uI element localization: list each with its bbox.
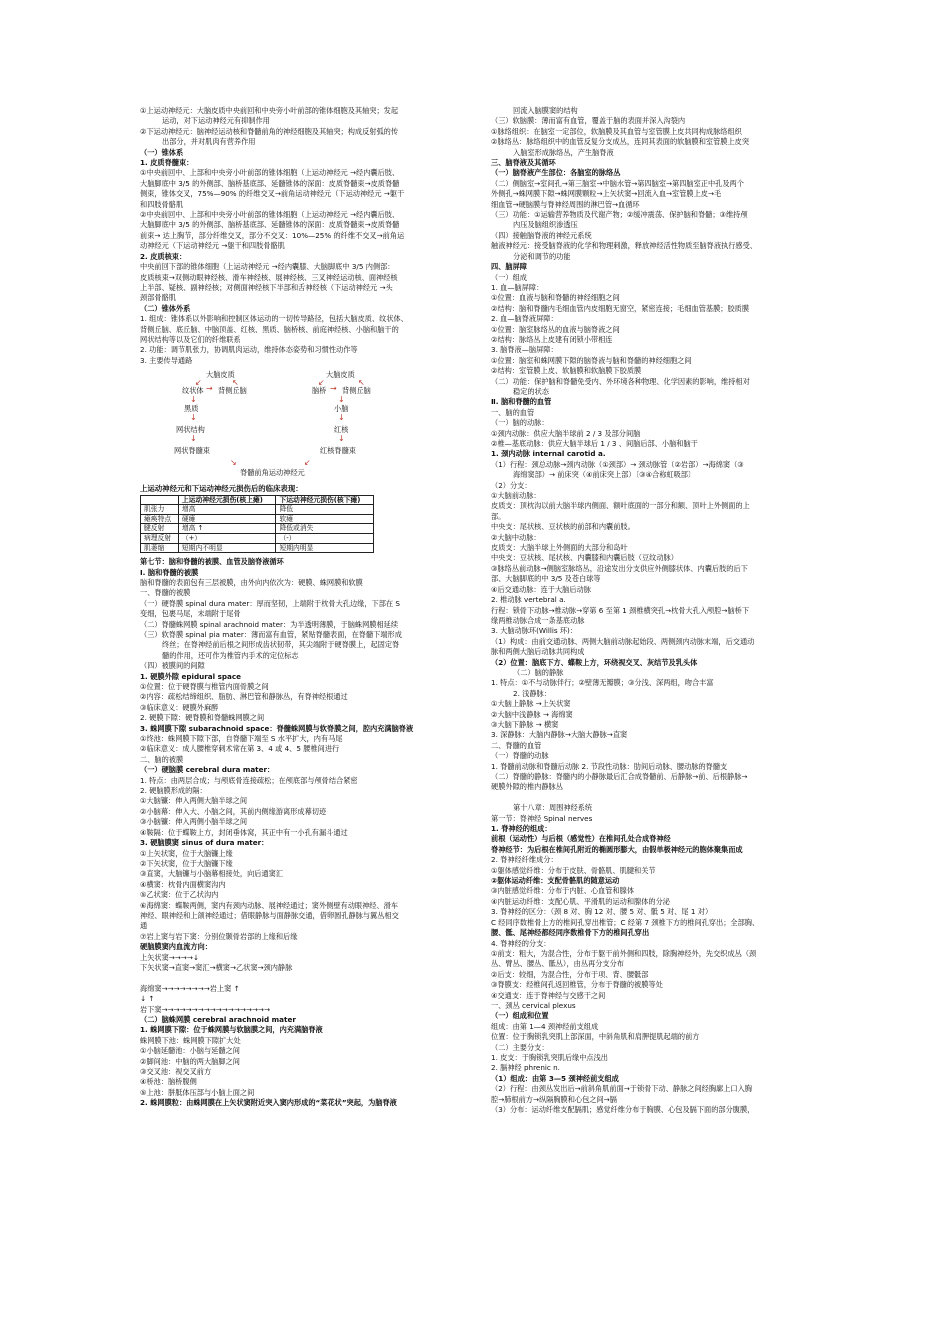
table-cell: 肌张力 bbox=[141, 505, 179, 515]
text-line: ②结构：脉络丛上皮建有闭锁小带相连 bbox=[491, 334, 613, 344]
text-line: 网状结构等以及它们的纤维联系 bbox=[140, 334, 241, 344]
text-line: 2. 硬脑膜形成的隔： bbox=[140, 786, 207, 796]
text-line: ②下矢状窦，位于大脑镰下缘 bbox=[140, 858, 233, 868]
text-line: 岩下窦→→→→→→→→→→→→→→→→→→ bbox=[140, 1004, 270, 1014]
text-line: 缘两椎动脉合成一条基底动脉 bbox=[491, 615, 585, 625]
table-cell: 短期内明显 bbox=[276, 543, 374, 553]
text-line: 内压及脑组织渗透压 bbox=[513, 220, 578, 230]
text-line: 大脑脚底中 3/5 的外侧部、脑桥基底部、延髓锥体的深面：皮质脊髓束→皮质脊髓 bbox=[140, 178, 400, 188]
text-line: 前根（运动性）与后根（感觉性）在椎间孔处合成脊神经 bbox=[491, 834, 671, 844]
text-line: 运动，对下运动神经元有抑制作用 bbox=[162, 116, 270, 126]
text-line: 上半部、疑核、副神经核；对侧面神经核下半部和舌神经核（下运动神经元 →头 bbox=[140, 282, 393, 292]
text-line: ①上运动神经元：大脑皮质中央前回和中央旁小叶前部的锥体细胞及其轴突；发起 bbox=[140, 106, 399, 115]
text-line: ①位置：血液与脑和脊髓的神经细胞之间 bbox=[491, 293, 620, 303]
text-line: 1. 硬膜外隙 epidural space bbox=[140, 671, 242, 681]
text-line: ②后支：较细，为混合性，分布于项、背、腰骶部 bbox=[491, 969, 649, 979]
text-line: 1. 蛛网膜下隙：位于蛛网膜与软脑膜之间，内充满脑脊液 bbox=[140, 1025, 323, 1035]
table-caption: 上运动神经元和下运动神经元损伤后的临床表现： bbox=[140, 484, 303, 494]
text-line: （3）分布：运动纤维支配膈肌；感觉纤维分布于胸膜、心包及膈下面的部分腹膜， bbox=[491, 1105, 755, 1114]
table-header-cell bbox=[141, 495, 179, 505]
text-line: 前束→ 达上胸节，部分纤维交叉，部分不交叉：10%—25% 的纤维不交叉→前角运 bbox=[140, 230, 405, 240]
text-line: 2. 椎动脉 vertebral a. bbox=[491, 595, 566, 605]
text-line: （1）组成：由第 3—5 颈神经前支组成 bbox=[491, 1073, 619, 1083]
text-line: 第十八章：周围神经系统 bbox=[513, 803, 593, 813]
table-header-cell: 下运动神经元损伤(核下瘫) bbox=[276, 495, 374, 505]
text-line: （2）行程：由颈丛发出后→前斜角肌前面→于锁骨下动、静脉之间经胸廓上口入胸 bbox=[491, 1084, 752, 1094]
table-cell: （-） bbox=[276, 533, 374, 543]
text-line: Ⅰ. 脑和脊髓的被膜 bbox=[140, 567, 199, 577]
text-line: （二）脑蛛网膜 cerebral arachnoid mater bbox=[140, 1015, 296, 1024]
left-bottom-block bbox=[140, 557, 462, 1109]
text-line: ③交叉池：视交叉前方 bbox=[140, 1067, 212, 1077]
text-line: 下矢状窦→直窦→窦汇→横窦→乙状窦→颈内静脉 bbox=[140, 962, 293, 972]
text-line: ④交通支：连于脊神经与交感干之间 bbox=[491, 990, 606, 1000]
flow-b-mid: 小脑 bbox=[334, 404, 349, 414]
text-line: ①脉络组织：在脑室一定部位，软脑膜及其血管与室管膜上皮共同构成脉络组织 bbox=[491, 126, 742, 136]
flow-b-top: 大脑皮质 bbox=[326, 370, 355, 380]
text-line: 动神经元（下运动神经元 →躯干和四肢骨骼肌 bbox=[140, 241, 285, 251]
left-top-block bbox=[140, 106, 462, 366]
text-line: 部。 bbox=[491, 511, 506, 521]
text-line: ②椎—基底动脉：供应大脑半球后 1 / 3 、间脑后部、小脑和脑干 bbox=[491, 439, 698, 448]
text-line: ①位置：位于硬脊膜与椎管内面骨膜之间 bbox=[140, 682, 269, 691]
text-line: ①位置：脑室脉络丛的血液与脑脊液之间 bbox=[491, 324, 620, 334]
text-line: 二、脑的被膜 bbox=[140, 754, 184, 764]
arrow: ↙ bbox=[318, 378, 325, 388]
text-line: （四）接触脑脊液的神经元系统 bbox=[491, 230, 592, 240]
text-line: （三）软脑膜：薄而富有血管，覆盖于脑的表面并深入沟裂内 bbox=[491, 116, 686, 126]
text-line: 终丝；在脊神经前后根之间形成齿状韧带，其尖端附于硬脊膜上，起固定脊 bbox=[162, 640, 400, 650]
arrow: ↓ bbox=[190, 434, 197, 444]
arrow: ↓ bbox=[338, 413, 345, 423]
table-row bbox=[141, 514, 374, 524]
table-cell: 硬瘫 bbox=[178, 514, 276, 524]
text-line: ⑤乙状窦：位于乙状沟内 bbox=[140, 890, 219, 900]
text-line: 2. 功能：调节肌张力，协调肌肉运动，维持体态姿势和习惯性动作等 bbox=[140, 345, 358, 355]
text-line: （一）硬脑膜 cerebral dura mater： bbox=[140, 765, 275, 775]
arrow: → bbox=[330, 384, 337, 394]
text-line: （1）行程：颈总动脉→颈内动脉（①颈部）→ 颈动脉管（②岩部）→海绵窦（③ bbox=[491, 459, 744, 469]
text-line: 中央支：豆状核、尾状核、内囊膝和内囊后肢（豆纹动脉） bbox=[491, 553, 678, 563]
text-line: ③内脏感觉纤维：分布于内脏、心血管和腺体 bbox=[491, 886, 635, 896]
text-line: 三、脑脊液及其循环 bbox=[491, 158, 556, 168]
table-cell: 降低或消失 bbox=[276, 524, 374, 534]
text-line: 3. 硬脑膜窦 sinus of dura mater： bbox=[140, 838, 269, 848]
text-line: （二）侧脑室→室间孔→第三脑室→中脑水管→第四脑室→第四脑室正中孔及两个 bbox=[491, 178, 744, 188]
table-cell: 降低 bbox=[276, 505, 374, 515]
right-column bbox=[491, 106, 813, 1115]
text-line: 3. 主要传导通路 bbox=[140, 355, 193, 365]
text-line: 腔→肺根前方→纵隔胸膜和心包之间→膈 bbox=[491, 1094, 617, 1104]
table-cell: 短期内不明显 bbox=[178, 543, 276, 553]
text-line: ④后交通动脉：连于大脑后动脉 bbox=[491, 584, 591, 594]
text-line: ②临床意义：成人腰椎穿刺术常在第 3、4 或 4、5 腰椎间进行 bbox=[140, 744, 340, 754]
text-line: 回流入脑膜窦的结构 bbox=[513, 106, 578, 115]
text-line: （二）功能：保护脑和脊髓免受内、外环境各种物理、化学因素的影响，维持相对 bbox=[491, 376, 750, 386]
text-line: 外侧孔→蛛网膜下隙→蛛网膜颗粒→上矢状窦→回流入血→室管膜上皮→毛 bbox=[491, 189, 722, 199]
flow-a-top: 大脑皮质 bbox=[206, 370, 235, 380]
text-line: 颈部骨骼肌 bbox=[140, 293, 176, 303]
text-line: 侧束，锥体交叉，75%—90% 的纤维交叉→前角运动神经元（下运动神经元 →躯干 bbox=[140, 189, 405, 199]
text-line: ④桥池：脑桥腹侧 bbox=[140, 1077, 197, 1087]
text-line: ②中央前回中、上部和中央旁小叶前部的锥体细胞（上运动神经元 →经内囊后肢、 bbox=[140, 210, 400, 220]
text-line: ②躯体运动纤维：支配骨骼肌的随意运动 bbox=[491, 876, 620, 886]
text-line: ③临床意义：硬膜外麻醉 bbox=[140, 702, 219, 712]
text-line: 稳定的状态 bbox=[513, 386, 549, 396]
table-row bbox=[141, 505, 374, 515]
text-line: （二）脑的静脉 bbox=[513, 667, 564, 677]
flow-b-left: 脑桥 bbox=[312, 386, 327, 396]
table-cell: （+） bbox=[178, 533, 276, 543]
text-line: （一）组成和位置 bbox=[491, 1011, 549, 1021]
text-line: ①终池：蛛网膜下隙下部，自脊髓下端至 S 水平扩大，内有马尾 bbox=[140, 734, 343, 744]
text-line: 神经、眼神经和上颌神经通过；借眼静脉与面静脉交通，借卵圆孔静脉与翼丛相交 bbox=[140, 910, 399, 920]
text-line: （一）脑脊液产生部位：各脑室的脉络丛 bbox=[491, 168, 621, 178]
text-line: 二、脊髓的血管 bbox=[491, 740, 542, 750]
text-line: 一、颈丛 cervical plexus bbox=[491, 1000, 576, 1010]
text-line: 海绵窦→→→→→→→→岩上窦 ↑ bbox=[140, 983, 240, 993]
text-line: 1. 脊神经的组成： bbox=[491, 824, 552, 834]
arrow: ↙ bbox=[195, 378, 202, 388]
text-line: ⑦岩上窦与岩下窦：分别位颞骨岩部的上缘和后缘 bbox=[140, 931, 298, 941]
text-line: ③脊膜支：经椎间孔返回椎管，分布于脊髓的被膜等处 bbox=[491, 980, 663, 990]
text-line: ①躯体感觉纤维：分布于皮肤、骨骼肌、肌腱和关节 bbox=[491, 865, 656, 875]
flow-bottom: 脊髓前角运动神经元 bbox=[240, 468, 305, 478]
text-line: 3. 脑脊液—脑屏障： bbox=[491, 345, 558, 355]
text-line: 2. 皮质核束： bbox=[140, 251, 187, 261]
text-line: 皮质支：大脑半球上外侧面的大部分和岛叶 bbox=[491, 543, 628, 553]
text-line: 海绵窦部）→ 前床突（④前床突上部）〔③④合称虹吸部〕 bbox=[513, 470, 696, 480]
text-line: ③直窦，大脑镰与小脑幕相接处，向后通窦汇 bbox=[140, 869, 284, 879]
text-line: 1. 皮质脊髓束： bbox=[140, 158, 194, 168]
text-line: 皮质支：顶枕沟以前大脑半球内侧面、额叶底面的一部分和额、顶叶上外侧面的上 bbox=[491, 501, 750, 511]
text-line: 腰、骶、尾神经都经同序数椎骨下方的椎间孔穿出 bbox=[491, 928, 650, 938]
flow-a-b2: 网状脊髓束 bbox=[174, 446, 210, 456]
arrow: ↓ bbox=[190, 395, 197, 405]
text-line: （二）脊髓蛛网膜 spinal arachnoid mater：为半透明薄膜，于脑蛛网膜相延续 bbox=[140, 619, 399, 629]
flow-b-right: 背侧丘脑 bbox=[342, 386, 371, 396]
right-block bbox=[491, 106, 813, 1115]
text-line: 分泌和调节的功能 bbox=[513, 251, 571, 261]
text-line: ③大脑下静脉 → 横窦 bbox=[491, 719, 559, 729]
text-line: ②下运动神经元：脑神经运动核和脊髓前角的神经细胞及其轴突；构成反射弧的传 bbox=[140, 126, 399, 136]
comparison-table bbox=[140, 495, 374, 554]
text-line: ②结构：室管膜上皮、软脑膜和软脑膜下胶质膜 bbox=[491, 366, 642, 376]
text-line: （一）硬脊膜 spinal dura mater：厚而坚韧，上端附于枕骨大孔边缘，下部在 S bbox=[140, 598, 400, 608]
table-cell: 肌萎缩 bbox=[141, 543, 179, 553]
text-line: （2）分支： bbox=[491, 480, 532, 490]
text-line: （三）功能：①运输营养物质及代谢产物；②缓冲震荡、保护脑和脊髓；③维持颅 bbox=[491, 210, 748, 220]
arrow: ↙ bbox=[304, 458, 311, 468]
text-line: 1. 特点：①不与动脉伴行；②壁薄无瓣膜；③分浅、深两组，吻合丰富 bbox=[491, 678, 714, 688]
text-line: ④横窦：枕骨内面横窦沟内 bbox=[140, 879, 226, 889]
text-line: C 经同序数椎骨上方的椎间孔穿出椎管；C 经第 7 颈椎下方的椎间孔穿出；全部胸、 bbox=[491, 917, 760, 927]
flow-a-b1: 网状结构 bbox=[176, 425, 205, 435]
text-line: 髓的作用，还可作为椎管内手术的定位标志 bbox=[162, 650, 299, 660]
text-line: Ⅱ. 脑和脊髓的血管 bbox=[491, 397, 552, 407]
flow-a-mid: 黑质 bbox=[184, 404, 199, 414]
text-line: 2. 蛛网膜粒：由蛛网膜在上矢状窦附近突入窦内形成的“菜花状”突起，为脑脊液 bbox=[140, 1098, 397, 1108]
text-line: ⑥海绵窦：蝶鞍两侧，窦内有颈内动脉、展神经通过；窦外侧壁有动眼神经、滑车 bbox=[140, 900, 399, 910]
text-line: 1. 血—脑屏障： bbox=[491, 282, 544, 292]
text-line: 3. 大脑动脉环(Willis 环)： bbox=[491, 626, 578, 636]
arrow: ↖ bbox=[232, 378, 239, 388]
text-line: ②脚间池：中脑的两大脑脚之间 bbox=[140, 1056, 240, 1066]
text-line: ↓ ↑ bbox=[140, 994, 155, 1004]
text-line bbox=[140, 973, 462, 983]
text-line: 蛛网膜下池：蛛网膜下隙扩大处 bbox=[140, 1035, 241, 1045]
pathway-diagram bbox=[140, 370, 462, 482]
text-line: （一）脑的动脉： bbox=[491, 418, 549, 428]
text-line: ④内脏运动纤维：支配心肌、平滑肌的运动和腺体的分泌 bbox=[491, 896, 670, 906]
text-line: 3. 深静脉：大脑内静脉→大脑大静脉→直窦 bbox=[491, 730, 628, 740]
text-line: ②大脑中浅静脉 → 海绵窦 bbox=[491, 709, 573, 719]
text-line bbox=[491, 793, 813, 803]
text-line: （四）被膜间的间隙 bbox=[140, 661, 205, 671]
flow-b-b2: 红核脊髓束 bbox=[320, 446, 356, 456]
text-line: 3. 蛛网膜下隙 subarachnoid space：脊髓蛛网膜与软脊膜之间，腔内充满脑脊液 bbox=[140, 723, 414, 733]
text-line: 1. 特点：由两层合成；与颅底骨连接疏松；在颅底部与颅骨结合紧密 bbox=[140, 775, 358, 785]
text-line: 中央支：尾状核、豆状核的前部和内囊前肢。 bbox=[491, 522, 635, 532]
arrow: ↓ bbox=[190, 413, 197, 423]
text-line: 脊神经节：为后根在椎间孔附近的椭圆形膨大，由假单极神经元的胞体聚集而成 bbox=[491, 844, 743, 854]
text-line: 触液神经元：接受脑脊液的化学和物理刺激，释放神经活性物质至脑脊液执行感受、 bbox=[491, 241, 757, 251]
text-line: 硬膜外隙的椎内静脉丛 bbox=[491, 782, 563, 792]
text-line: 组成：由第 1—4 颈神经前支组成 bbox=[491, 1021, 599, 1031]
text-line: 行程：锁骨下动脉→椎动脉→穿第 6 至第 1 颈椎横突孔→枕骨大孔入颅腔→脑桥下 bbox=[491, 605, 750, 615]
text-line: 一、脊髓的被膜 bbox=[140, 588, 191, 598]
table-cell: 病理反射 bbox=[141, 533, 179, 543]
text-line: 1. 颈内动脉 internal carotid a. bbox=[491, 449, 606, 459]
arrow: ↓ bbox=[338, 434, 345, 444]
arrow: ↓ bbox=[338, 395, 345, 405]
arrow: ↖ bbox=[358, 378, 365, 388]
text-line: 2. 血—脑脊液屏障： bbox=[491, 314, 558, 324]
table-cell: 增高 bbox=[178, 505, 276, 515]
text-line: 脉和两侧大脑后动脉共同构成 bbox=[491, 647, 585, 657]
text-line: 第一节：脊神经 Spinal nerves bbox=[491, 813, 593, 823]
text-line: 脑和脊髓的表面包有三层被膜，由外向内依次为：硬膜、蛛网膜和软膜 bbox=[140, 577, 363, 587]
text-line: 一、脑的血管 bbox=[491, 407, 535, 417]
text-line: 背侧丘脑、底丘脑、中脑顶盖、红核、黑质、脑桥核、前庭神经核、小脑和脑干的 bbox=[140, 324, 399, 334]
text-line: ①小脑延髓池：小脑与延髓之间 bbox=[140, 1046, 240, 1056]
text-line: 第七节：脑和脊髓的被膜、血管及脑脊液循环 bbox=[140, 557, 284, 567]
text-line: ①大脑镰：伸入两侧大脑半球之间 bbox=[140, 796, 248, 806]
arrow: ↘ bbox=[230, 458, 237, 468]
text-line: ①前支：粗大，为混合性，分布于躯干前外侧和四肢，除胸神经外，先交织成丛（颈 bbox=[491, 948, 757, 958]
text-line: 大脑脚底中 3/5 的外侧部、脑桥基底部、延髓锥体的深面：皮质脊髓束→皮质脊髓 bbox=[140, 220, 400, 230]
left-column bbox=[140, 106, 462, 1109]
table-cell: 增高 ↑ bbox=[178, 524, 276, 534]
table-cell: 瘫痪特点 bbox=[141, 514, 179, 524]
text-line: 入脑室形成脉络丛，产生脑脊液 bbox=[513, 147, 614, 157]
table-row bbox=[141, 533, 374, 543]
text-line: 位置：位于胸锁乳突肌上部深面，中斜角肌和肩胛提肌起端的前方 bbox=[491, 1032, 700, 1042]
text-line: ①大脑前动脉： bbox=[491, 491, 541, 501]
table-row bbox=[141, 543, 374, 553]
text-line: （二）脊髓的静脉：脊髓内的小静脉最后汇合成脊髓前、后静脉→前、后根静脉→ bbox=[491, 772, 748, 781]
text-line: 细血管→硬脑膜与脊神经周围的淋巴管→血循环 bbox=[491, 199, 640, 209]
text-line: （1）构成：由前交通动脉、两侧大脑前动脉起始段、两侧颈内动脉末端，后交通动 bbox=[491, 636, 755, 646]
text-line: 部、大脑脚底的中 3/5 及苍白球等 bbox=[491, 574, 601, 584]
text-line: 变细，包裹马尾，末端附于尾骨 bbox=[140, 609, 241, 619]
text-line: 1. 脊髓前动脉和脊髓后动脉 2. 节段性动脉：肋间后动脉、腰动脉的脊髓支 bbox=[491, 761, 728, 771]
text-line: 出部分，并对肌肉有营养作用 bbox=[162, 137, 256, 147]
flow-a-left: 纹状体 bbox=[182, 386, 204, 396]
text-line: （一）组成 bbox=[491, 272, 527, 282]
table-header-row bbox=[141, 495, 374, 505]
text-line: 2. 膈神经 phrenic n. bbox=[491, 1063, 560, 1073]
text-line: （一）锥体系 bbox=[140, 147, 184, 157]
text-line: ①上矢状窦，位于大脑镰上缘 bbox=[140, 848, 233, 858]
text-line: 和四肢骨骼肌 bbox=[140, 199, 184, 209]
text-line: 皮质核束→双侧动眼神经核、滑车神经核、展神经核、三叉神经运动核、面神经核 bbox=[140, 272, 398, 282]
table-header-cell: 上运动神经元损伤(核上瘫) bbox=[178, 495, 276, 505]
text-line: ②结构：脑和脊髓内毛细血管内皮细胞无窗空，紧密连接；毛细血管基膜；胶质膜 bbox=[491, 303, 750, 313]
text-line: 通 bbox=[140, 921, 148, 931]
text-line: （2）位置：脑底下方、蝶鞍上方，环绕视交叉、灰结节及乳头体 bbox=[491, 657, 698, 667]
text-line: （二）锥体外系 bbox=[140, 303, 191, 313]
text-line: 四、脑屏障 bbox=[491, 262, 527, 272]
text-line: 2. 脊神经纤维成分： bbox=[491, 855, 558, 865]
text-line: ②内容：疏松结缔组织、脂肪、淋巴管和静脉丛，有脊神经根通过 bbox=[140, 692, 348, 702]
text-line: 1. 皮支：于胸锁乳突肌后缘中点浅出 bbox=[491, 1052, 608, 1062]
text-line: 4. 脊神经的分支： bbox=[491, 938, 551, 948]
table-cell: 软瘫 bbox=[276, 514, 374, 524]
text-line: 2. 浅静脉： bbox=[513, 688, 551, 698]
text-line: 2. 硬膜下隙：硬脊膜和脊髓蛛网膜之间 bbox=[140, 713, 265, 723]
flow-a-right: 背侧丘脑 bbox=[218, 386, 247, 396]
text-line: 中央前回下部的锥体细胞（上运动神经元 →经内囊膝、大脑脚底中 3/5 内侧部： bbox=[140, 262, 395, 272]
text-line: ③脉络丛前动脉→侧脑室脉络丛，沿途发出分支供应外侧膝状体、内囊后肢的后下 bbox=[491, 563, 748, 573]
text-line: ①大脑上静脉 →上矢状窦 bbox=[491, 699, 571, 709]
text-line: （一）脊髓的动脉 bbox=[491, 751, 549, 761]
text-line: ①位置：脑室和蛛网膜下隙的脑脊液与脑和脊髓的神经细胞之间 bbox=[491, 355, 692, 365]
arrow: → bbox=[206, 384, 213, 394]
text-line: 3. 脊神经的区分：（颈 8 对、胸 12 对、腰 5 对、骶 5 对、尾 1 对） bbox=[491, 907, 713, 917]
text-line: 硬脑膜窦内血流方向： bbox=[140, 942, 212, 952]
text-line: ③小脑镰：伸入两侧小脑半球之间 bbox=[140, 817, 248, 827]
text-line: 丛、臂丛、腰丛、骶丛），由丛再分支分布 bbox=[491, 959, 624, 969]
text-line: ②大脑中动脉： bbox=[491, 532, 541, 542]
table-row bbox=[141, 524, 374, 534]
text-line: ②小脑幕：伸入大、小脑之间，其前内侧缘游离形成幕切迹 bbox=[140, 806, 327, 816]
text-line: ①中央前回中、上部和中央旁小叶前部的锥体细胞（上运动神经元 →经内囊后肢、 bbox=[140, 168, 400, 178]
flow-b-b1: 红核 bbox=[334, 425, 349, 435]
text-line: 1. 组成：锥体系以外影响和控制区体运动的一切传导路径，包括大脑皮质、纹状体、 bbox=[140, 314, 408, 324]
text-line: ①颈内动脉：供应大脑半球前 2 / 3 及部分间脑 bbox=[491, 428, 641, 438]
text-line: ②脉络丛：脉络组织中的血管反复分支成丛，连同其表面的软脑膜和室管膜上皮突 bbox=[491, 137, 750, 147]
text-line: 上矢状窦→→→→↓ bbox=[140, 952, 199, 962]
text-line: （三）软脊膜 spinal pia mater：薄而富有血管，紧贴脊髓表面，在脊髓下端形成 bbox=[140, 629, 402, 639]
text-line: ⑤上池：胼胝体压部与小脑上面之间 bbox=[140, 1087, 255, 1097]
text-line: ④鞍隔：位于蝶鞍上方，封闭垂体窝，其正中有一小孔有漏斗通过 bbox=[140, 827, 348, 837]
text-line: （二）主要分支： bbox=[491, 1042, 549, 1052]
table-cell: 腱反射 bbox=[141, 524, 179, 534]
